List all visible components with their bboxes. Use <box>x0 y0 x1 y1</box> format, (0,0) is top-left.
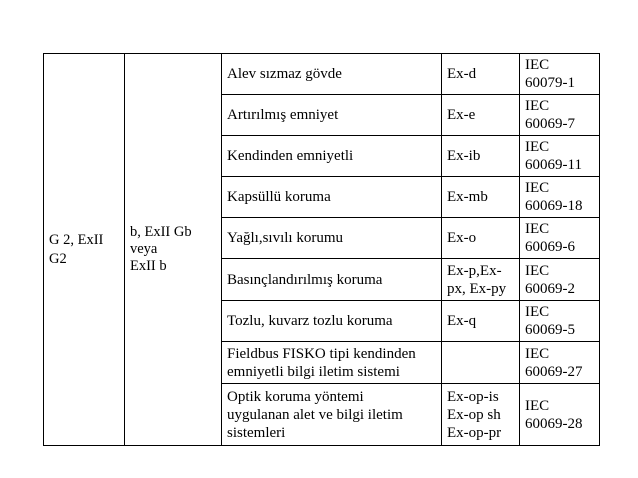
protection-code-cell <box>442 136 520 177</box>
standard-cell <box>520 342 600 384</box>
protection-code-cell <box>442 218 520 259</box>
protection-code-cell <box>442 301 520 342</box>
equipment-group-line: G 2, ExII <box>49 231 104 248</box>
protection-method-cell <box>222 177 442 218</box>
standard-text: 60069-27 <box>525 363 583 380</box>
standard-cell <box>520 95 600 136</box>
protection-code-text: Ex-ib <box>447 148 481 164</box>
standard-cell <box>520 136 600 177</box>
protection-code-text: px, Ex-py <box>447 280 507 297</box>
protection-method-cell <box>222 301 442 342</box>
standard-cell <box>520 301 600 342</box>
category-marking-line: b, ExII Gb <box>130 224 192 240</box>
protection-method-cell <box>222 54 442 95</box>
standard-text: IEC <box>525 98 550 114</box>
table-row <box>44 54 600 95</box>
protection-method-cell <box>222 384 442 446</box>
protection-method-text: Optik koruma yöntemi <box>227 388 364 405</box>
protection-methods-table <box>43 53 600 446</box>
standard-cell <box>520 54 600 95</box>
protection-method-text: Kendinden emniyetli <box>227 148 354 164</box>
standard-text: IEC <box>525 397 550 414</box>
standard-text: IEC <box>525 57 550 73</box>
protection-method-cell <box>222 218 442 259</box>
protection-method-text: Basınçlandırılmış koruma <box>227 271 383 288</box>
protection-code-text: Ex-op sh <box>447 406 501 423</box>
protection-method-cell <box>222 95 442 136</box>
protection-code-cell <box>442 259 520 301</box>
protection-code-cell <box>442 95 520 136</box>
standard-text: IEC <box>525 221 550 237</box>
protection-code-cell <box>442 342 520 384</box>
standard-text: IEC <box>525 139 550 155</box>
protection-method-cell <box>222 136 442 177</box>
standard-text: IEC <box>525 180 550 196</box>
standard-text: 60069-7 <box>525 116 575 132</box>
protection-code-text: Ex-e <box>447 107 476 123</box>
protection-method-cell <box>222 342 442 384</box>
standard-text: 60069-28 <box>525 415 583 432</box>
standard-text: IEC <box>525 304 550 320</box>
equipment-group-cell <box>44 54 125 446</box>
protection-method-text: Tozlu, kuvarz tozlu koruma <box>227 313 393 329</box>
protection-code-text: Ex-o <box>447 230 477 246</box>
protection-method-text: Fieldbus FISKO tipi kendinden <box>227 345 416 362</box>
protection-method-text: sistemleri <box>227 424 286 441</box>
protection-code-text: Ex-mb <box>447 189 488 205</box>
standard-text: 60069-18 <box>525 198 583 214</box>
standard-text: 60069-11 <box>525 157 582 173</box>
protection-method-cell <box>222 259 442 301</box>
protection-code-text: Ex-op-pr <box>447 424 502 441</box>
protection-method-text: emniyetli bilgi iletim sistemi <box>227 363 400 380</box>
category-marking-line: ExII b <box>130 258 167 274</box>
protection-method-text: uygulanan alet ve bilgi iletim <box>227 406 403 423</box>
table-body <box>44 54 600 446</box>
protection-code-text: Ex-q <box>447 313 477 329</box>
equipment-group-line: G2 <box>49 250 67 267</box>
category-marking-cell <box>125 54 222 446</box>
protection-code-text: Ex-p,Ex- <box>447 262 502 279</box>
protection-code-text: Ex-op-is <box>447 388 499 405</box>
category-marking-line: veya <box>130 241 158 257</box>
standard-text: 60069-5 <box>525 322 575 338</box>
standard-text: IEC <box>525 345 550 362</box>
protection-method-text: Yağlı,sıvılı korumu <box>227 230 343 246</box>
protection-code-text: Ex-d <box>447 66 477 82</box>
standard-text: IEC <box>525 262 550 279</box>
protection-method-text: Alev sızmaz gövde <box>227 66 342 82</box>
standard-cell <box>520 259 600 301</box>
protection-code-cell <box>442 177 520 218</box>
standard-cell <box>520 177 600 218</box>
standard-text: 60069-6 <box>525 239 575 255</box>
standard-cell <box>520 384 600 446</box>
protection-code-cell <box>442 54 520 95</box>
standard-text: 60069-2 <box>525 280 575 297</box>
protection-code-cell <box>442 384 520 446</box>
standard-cell <box>520 218 600 259</box>
standard-text: 60079-1 <box>525 75 575 91</box>
protection-method-text: Kapsüllü koruma <box>227 189 331 205</box>
protection-method-text: Artırılmış emniyet <box>227 107 339 123</box>
